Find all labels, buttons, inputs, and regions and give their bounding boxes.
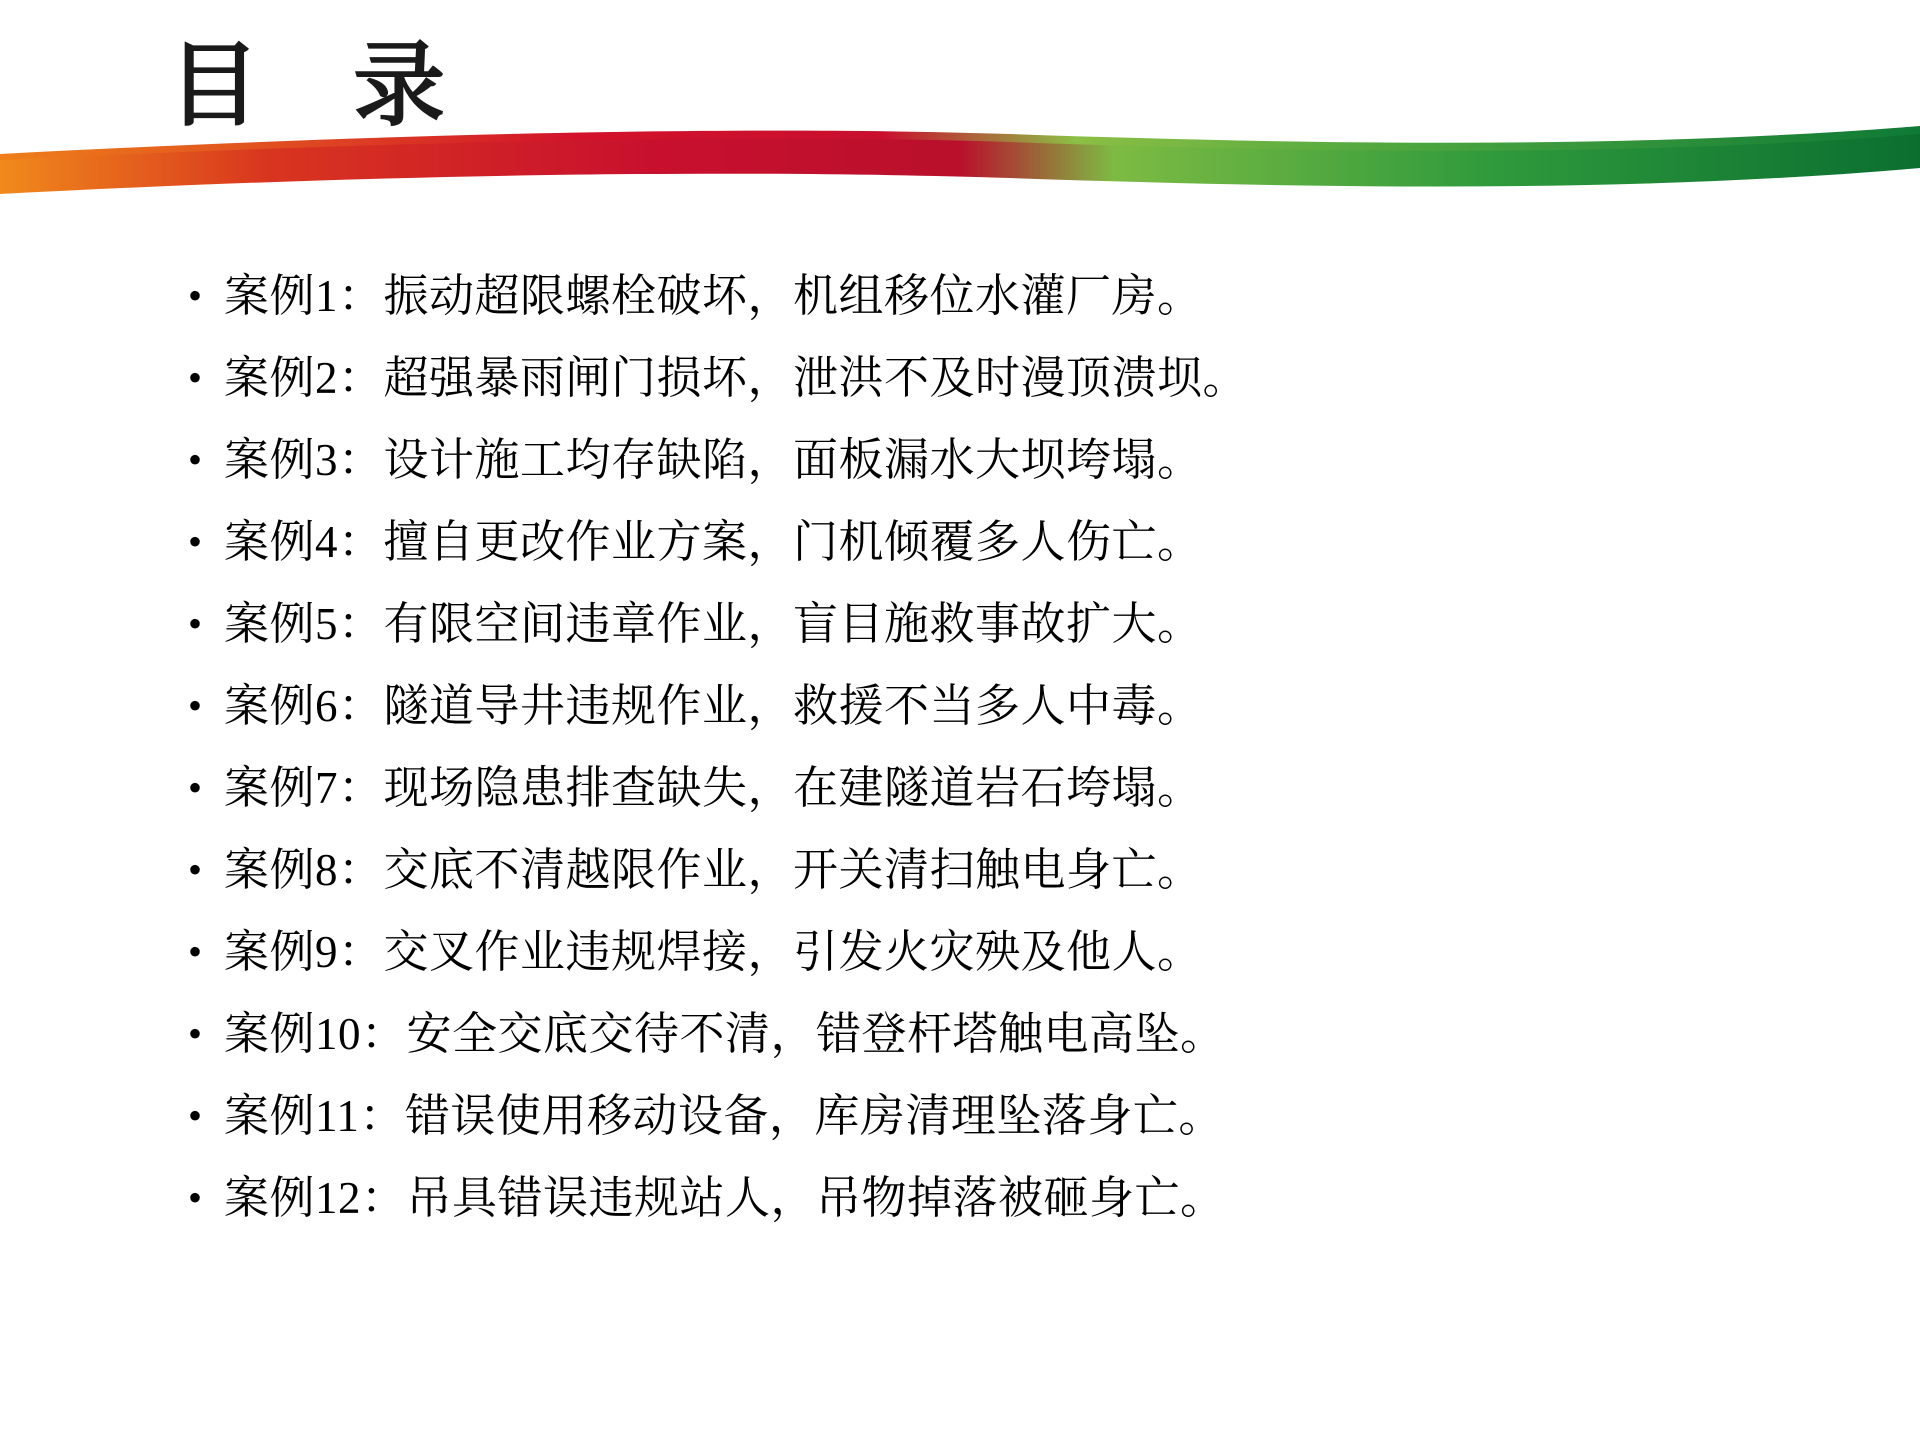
- list-item-label: 案例7：现场隐患排查缺失，在建隧道岩石垮塌。: [224, 763, 1203, 813]
- list-item-label: 案例1：振动超限螺栓破坏，机组移位水灌厂房。: [224, 271, 1203, 321]
- bullet-icon: •: [188, 765, 203, 810]
- list-item[interactable]: [180, 672, 1780, 754]
- list-item[interactable]: [180, 508, 1780, 590]
- bullet-icon: •: [188, 355, 203, 400]
- list-item[interactable]: [180, 426, 1780, 508]
- list-item-label: 案例6：隧道导井违规作业，救援不当多人中毒。: [224, 681, 1203, 731]
- list-item[interactable]: [180, 754, 1780, 836]
- contents-list: [180, 262, 1780, 1246]
- page-title: 目 录: [168, 35, 460, 137]
- list-item-label: 案例10：安全交底交待不清，错登杆塔触电高坠。: [224, 1009, 1226, 1059]
- bullet-icon: •: [188, 929, 203, 974]
- list-item[interactable]: [180, 1082, 1780, 1164]
- bullet-icon: •: [188, 601, 203, 646]
- bullet-icon: •: [188, 683, 203, 728]
- list-item[interactable]: [180, 918, 1780, 1000]
- bullet-icon: •: [188, 1011, 203, 1056]
- bullet-icon: •: [188, 437, 203, 482]
- list-item[interactable]: [180, 344, 1780, 426]
- decorative-swoosh-band: [0, 120, 1920, 210]
- bullet-icon: •: [188, 847, 203, 892]
- list-item[interactable]: [180, 1164, 1780, 1246]
- list-item-label: 案例12：吊具错误违规站人，吊物掉落被砸身亡。: [224, 1173, 1226, 1223]
- bullet-icon: •: [188, 273, 203, 318]
- list-item[interactable]: [180, 1000, 1780, 1082]
- list-item-label: 案例5：有限空间违章作业，盲目施救事故扩大。: [224, 599, 1203, 649]
- list-item-label: 案例2：超强暴雨闸门损坏，泄洪不及时漫顶溃坝。: [224, 353, 1249, 403]
- list-item[interactable]: [180, 836, 1780, 918]
- list-item-label: 案例8：交底不清越限作业，开关清扫触电身亡。: [224, 845, 1203, 895]
- list-item-label: 案例11：错误使用移动设备，库房清理坠落身亡。: [224, 1091, 1224, 1141]
- bullet-icon: •: [188, 1093, 203, 1138]
- list-item[interactable]: [180, 590, 1780, 672]
- bullet-icon: •: [188, 519, 203, 564]
- list-item-label: 案例3：设计施工均存缺陷，面板漏水大坝垮塌。: [224, 435, 1203, 485]
- list-item-label: 案例4：擅自更改作业方案，门机倾覆多人伤亡。: [224, 517, 1203, 567]
- list-item[interactable]: [180, 262, 1780, 344]
- bullet-icon: •: [188, 1175, 203, 1220]
- list-item-label: 案例9：交叉作业违规焊接，引发火灾殃及他人。: [224, 927, 1203, 977]
